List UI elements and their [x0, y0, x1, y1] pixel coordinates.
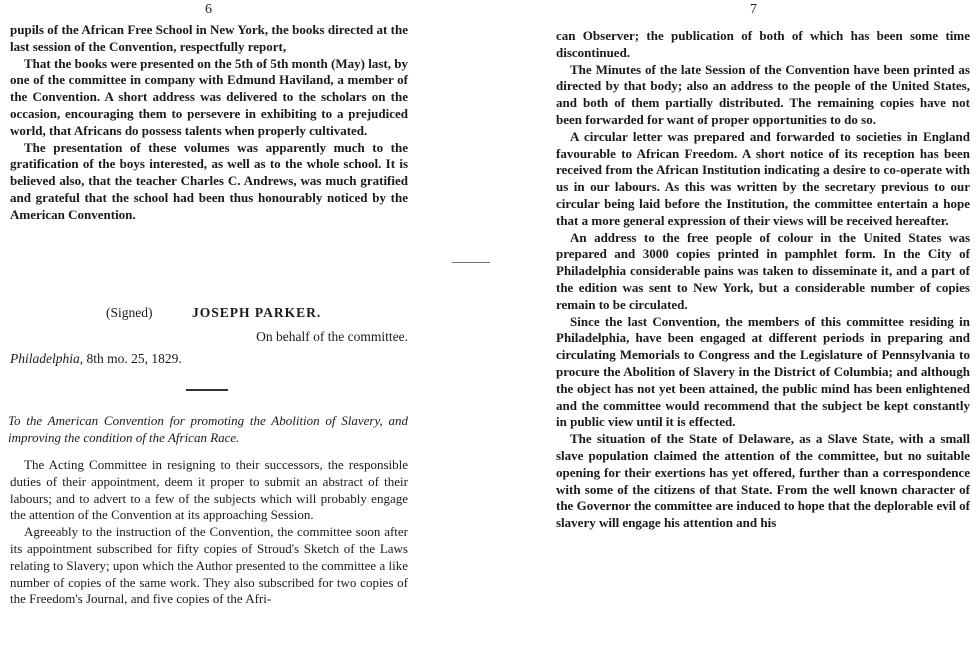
paragraph: An address to the free people of colour in the United States was prepared and 3000 copies printed in pamphlet form. In the City of Philadelphia considerable pains was taken to disseminate it, and a part of the edition was sent to New York, but a considerable number of copies remain to be circulated.: [556, 229, 970, 312]
paragraph: The presentation of these volumes was apparently much to the gratification of the boys interested, as well as to the whole school. It is believed also, that the teacher Charles C. Andrews, was much gratified and grateful that the school had been thus honourably noticed by the American Convention.: [10, 139, 408, 222]
paragraph: The situation of the State of Delaware, as a Slave State, with a small slave population claimed the attention of the committee, but no suitable opening for their exertions has yet offered, further than a correspondence with some of the citizens of that State. From the well known character of the Governor the committee are induced to hope that the deplorable evil of slavery will engage his attention and his: [556, 431, 971, 531]
right-page: [548, 0, 980, 664]
committee-text-block: [10, 457, 408, 608]
page-number: 6: [205, 2, 212, 17]
paragraph: can Observer; the publication of both of which has been some time discontinued.: [556, 28, 970, 60]
address-heading: To the American Convention for promoting the Abolition of Slavery, and improving the condition of the African Race.: [8, 413, 408, 445]
gutter-mark: [452, 262, 490, 263]
paragraph: Since the last Convention, the members of this committee residing in Philadelphia, have been engaged at different periods in preparing and circulating Memorials to Congress and the Legislature of Pennsylvania to procure the Abolition of Slavery in the District of Columbia; and although the object has not yet been attained, the public mind has been enlightened and the committee would recommend that the subject be kept constantly in public view until it is effected.: [556, 313, 970, 430]
paragraph: The Minutes of the late Session of the Convention have been printed as directed by that body; also an address to the people of the United States, and both of them partially distributed. The remaining copies have not been forwarded for want of proper opportunities to do so.: [556, 61, 970, 127]
paragraph: pupils of the African Free School in New York, the books directed at the last session of the Convention, respectfully report,: [10, 22, 408, 54]
left-page: [0, 0, 420, 664]
paragraph: The Acting Committee in resigning to their successors, the responsible duties of their appointment, deem it proper to submit an abstract of their labours; and to advert to a few of the subjects which will probably engage the attention of the Convention at its approaching Session.: [10, 457, 408, 523]
paragraph: That the books were presented on the 5th of 5th month (May) last, by one of the committee in company with Edmund Haviland, a member of the Convention. A short address was delivered to the scholars on the occasion, encouraging them to persevere in exhibiting to a prejudiced world, that Africans do possess talents when properly cultivated.: [10, 55, 408, 138]
signer-name: JOSEPH PARKER.: [192, 305, 322, 320]
on-behalf-line: On behalf of the committee.: [256, 329, 408, 344]
paragraph: A circular letter was prepared and forwarded to societies in England favourable to African Freedom. A short notice of its reception has been received from the African Institution indicating a desire to co-operate with us in our labours. As this was written by the secretary previous to our circular being laid before the Institution, the committee entertain a hope that a more general expression of their views will be received hereafter.: [556, 128, 970, 228]
report-text-block: [10, 22, 408, 224]
page-number: 7: [750, 2, 757, 17]
date-value: 8th mo. 25, 1829.: [86, 351, 182, 366]
section-divider: [186, 389, 228, 391]
date-place: Philadelphia,: [10, 351, 84, 366]
signed-label: (Signed): [106, 305, 153, 320]
paragraph: Agreeably to the instruction of the Convention, the committee soon after its appointment subscribed for fifty copies of Stroud's Sketch of the Laws relating to Slavery; upon which the Author presented to the committee a like number of copies of the same work. They also subscribed for two copies of the Freedom's Journal, and five copies of the Afri-: [10, 524, 408, 607]
dateline: [10, 350, 182, 368]
committee-continued-text-block: [556, 28, 970, 532]
